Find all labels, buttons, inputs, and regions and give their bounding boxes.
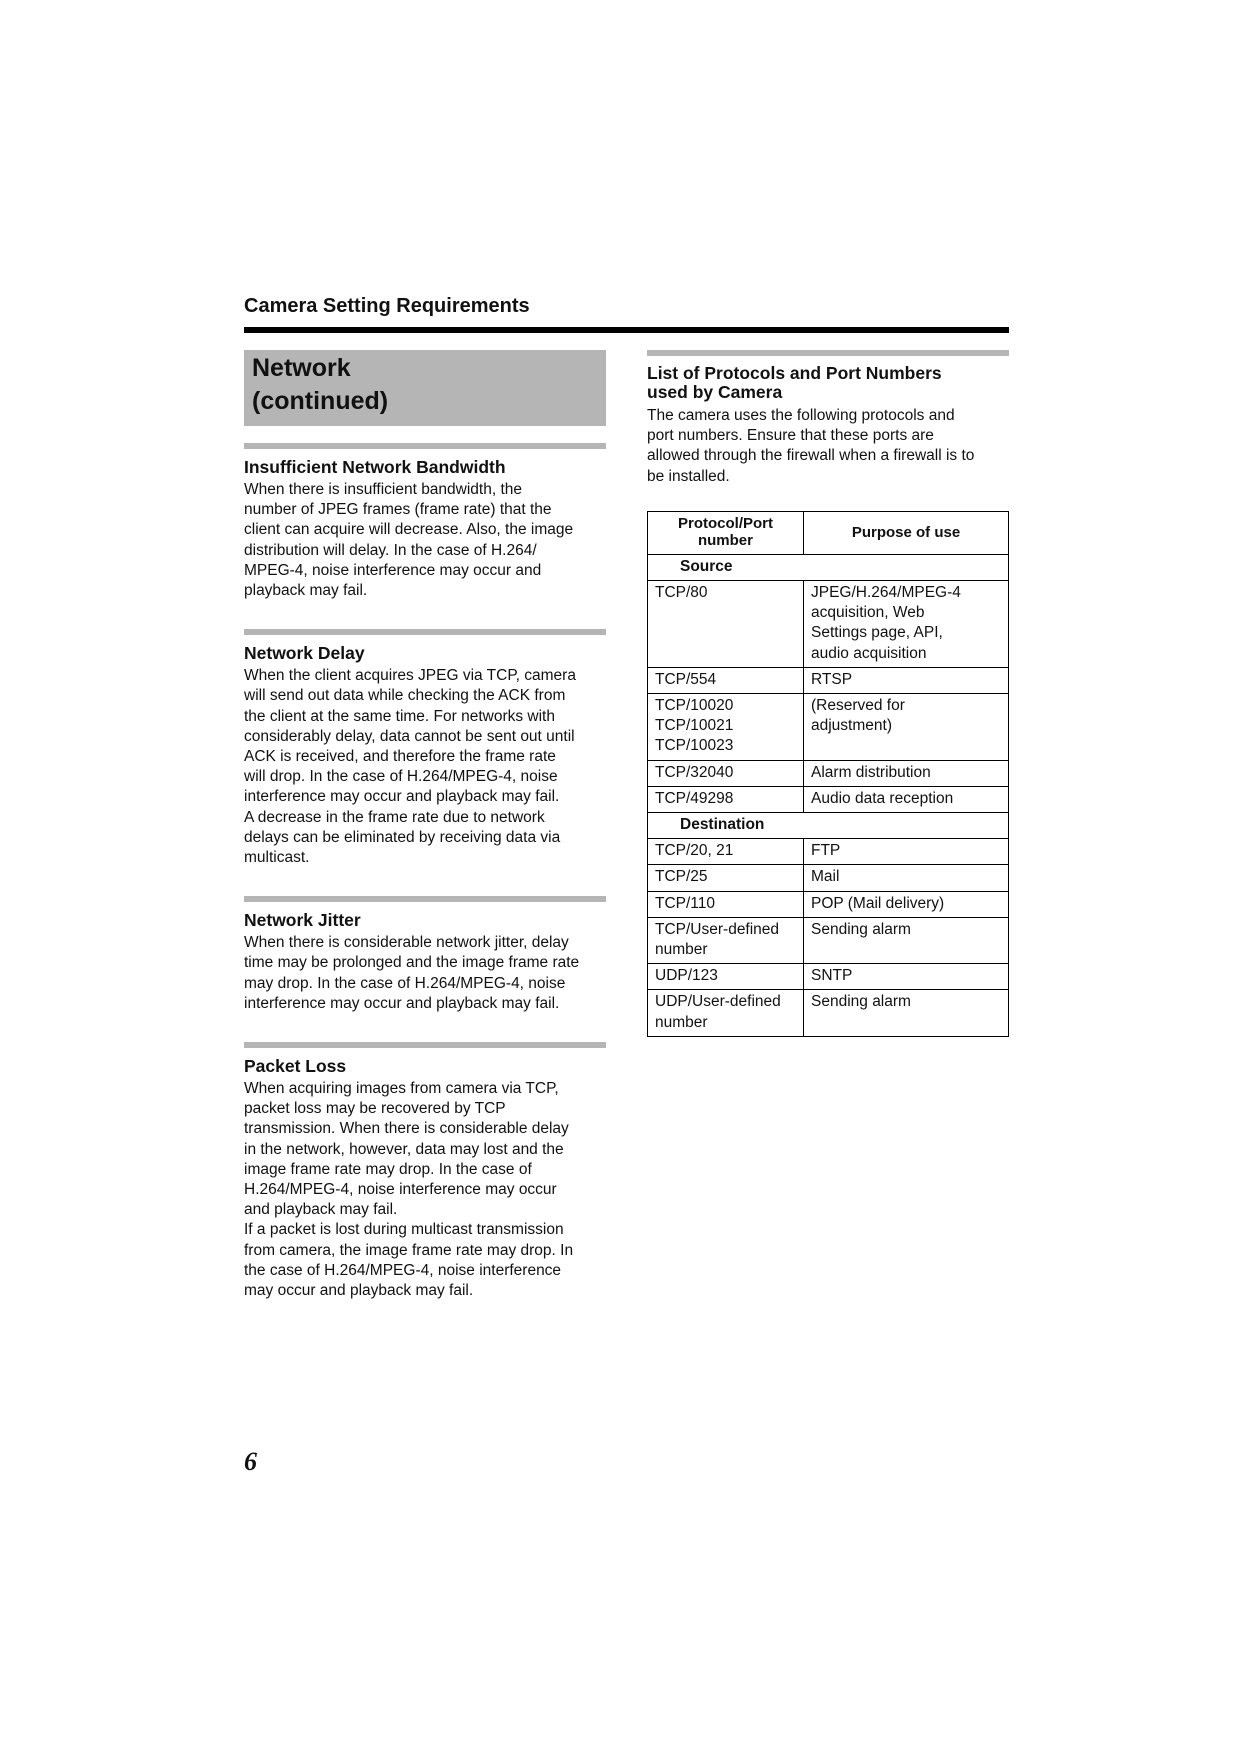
text-line: will send out data while checking the ACK from <box>244 687 566 705</box>
text-line: image frame rate may drop. In the case of <box>244 1160 532 1178</box>
table-row <box>648 760 1009 786</box>
cell-line: FTP <box>811 842 841 860</box>
protocols-heading <box>647 364 1009 402</box>
text-line: packet loss may be recovered by TCP <box>244 1100 506 1118</box>
cell-line: audio acquisition <box>811 644 927 662</box>
delay-section <box>244 629 606 868</box>
text-line: time may be prolonged and the image frame rate <box>244 954 580 972</box>
cell-line: TCP/20, 21 <box>655 842 734 860</box>
cell-line: TCP/49298 <box>655 789 734 807</box>
cell-line: JPEG/H.264/MPEG-4 <box>811 584 961 602</box>
heading-line: used by Camera <box>647 382 783 402</box>
port-cell <box>648 786 804 812</box>
cell-line: TCP/10020 <box>655 697 734 715</box>
purpose-cell <box>804 917 1009 963</box>
port-cell <box>648 839 804 865</box>
text-line: transmission. When there is considerable delay <box>244 1120 569 1138</box>
text-line: be installed. <box>647 467 730 485</box>
port-cell <box>648 917 804 963</box>
table-row <box>648 839 1009 865</box>
column-header-port <box>648 511 804 554</box>
text-line: the case of H.264/MPEG-4, noise interference <box>244 1261 562 1279</box>
table-row <box>648 694 1009 761</box>
table-row <box>648 990 1009 1036</box>
section-rule <box>244 1042 606 1048</box>
text-line: interference may occur and playback may fail. <box>244 994 560 1012</box>
cell-line: TCP/10023 <box>655 737 734 755</box>
text-line: MPEG-4, noise interference may occur and <box>244 561 542 579</box>
table-header-row <box>648 511 1009 554</box>
purpose-cell <box>804 865 1009 891</box>
protocols-intro <box>647 406 1009 487</box>
column-header-purpose: Purpose of use <box>804 511 1009 554</box>
cell-line: SNTP <box>811 967 853 985</box>
text-line: playback may fail. <box>244 582 368 600</box>
text-line: When there is considerable network jitter, delay <box>244 934 569 952</box>
jitter-text <box>244 933 606 1014</box>
text-line: will drop. In the case of H.264/MPEG-4, noise <box>244 768 558 786</box>
text-line: allowed through the firewall when a firewall is to <box>647 447 975 465</box>
port-cell <box>648 581 804 668</box>
table-row <box>648 667 1009 693</box>
purpose-cell <box>804 990 1009 1036</box>
cell-line: TCP/32040 <box>655 763 734 781</box>
port-cell <box>648 964 804 990</box>
text-line: and playback may fail. <box>244 1201 398 1219</box>
text-line: from camera, the image frame rate may drop. In <box>244 1241 574 1259</box>
packet-loss-section <box>244 1042 606 1301</box>
delay-heading: Network Delay <box>244 643 365 664</box>
bandwidth-section <box>244 443 606 601</box>
section-title-line1: Network <box>252 354 351 382</box>
bandwidth-heading: Insufficient Network Bandwidth <box>244 457 506 477</box>
cell-line: TCP/25 <box>655 868 708 886</box>
port-cell <box>648 760 804 786</box>
cell-line: TCP/110 <box>655 894 716 912</box>
cell-line: number <box>655 941 708 959</box>
table-group-row <box>648 554 1009 580</box>
text-line: The camera uses the following protocols and <box>647 407 955 424</box>
cell-line: TCP/User-defined <box>655 920 780 938</box>
header-line: Protocol/Port <box>677 515 773 533</box>
text-line: When the client acquires JPEG via TCP, camera <box>244 667 576 685</box>
table-row <box>648 917 1009 963</box>
cell-line: POP (Mail delivery) <box>811 894 945 912</box>
text-line: number of JPEG frames (frame rate) that the <box>244 501 552 519</box>
port-cell <box>648 990 804 1036</box>
port-cell <box>648 667 804 693</box>
protocol-port-table <box>647 511 1009 1037</box>
packet-loss-heading: Packet Loss <box>244 1056 347 1077</box>
cell-line: TCP/10021 <box>655 717 734 735</box>
purpose-cell <box>804 786 1009 812</box>
heading-line: List of Protocols and Port Numbers <box>647 363 942 383</box>
text-line: may drop. In the case of H.264/MPEG-4, noise <box>244 974 566 992</box>
text-line: A decrease in the frame rate due to network <box>244 808 545 826</box>
bandwidth-text <box>244 480 606 601</box>
cell-line: acquisition, Web <box>811 604 925 622</box>
purpose-cell <box>804 694 1009 761</box>
table-row <box>648 786 1009 812</box>
cell-line: Audio data reception <box>811 789 954 807</box>
table-row <box>648 865 1009 891</box>
section-rule <box>244 629 606 635</box>
cell-line: UDP/123 <box>655 967 718 985</box>
text-line: client can acquire will decrease. Also, the image <box>244 521 574 539</box>
cell-line: TCP/80 <box>655 584 708 602</box>
port-cell <box>648 891 804 917</box>
cell-line: number <box>655 1013 708 1031</box>
cell-line: Sending alarm <box>811 993 911 1011</box>
text-line: considerably delay, data cannot be sent out until <box>244 727 575 745</box>
text-line: port numbers. Ensure that these ports are <box>647 427 934 445</box>
delay-text <box>244 666 606 868</box>
text-line: H.264/MPEG-4, noise interference may occur <box>244 1181 557 1199</box>
group-label: Source <box>648 554 1009 580</box>
text-line: interference may occur and playback may fail. <box>244 788 560 806</box>
packet-loss-text <box>244 1079 606 1301</box>
text-line: distribution will delay. In the case of H.264/ <box>244 541 537 559</box>
cell-line: UDP/User-defined <box>655 993 781 1011</box>
cell-line: Settings page, API, <box>811 624 943 642</box>
section-rule <box>244 896 606 902</box>
text-line: in the network, however, data may lost and the <box>244 1140 564 1158</box>
table-row <box>648 581 1009 668</box>
cell-line: Alarm distribution <box>811 763 931 781</box>
purpose-cell <box>804 760 1009 786</box>
cell-line: (Reserved for <box>811 697 905 715</box>
section-rule <box>647 350 1009 356</box>
cell-line: Sending alarm <box>811 920 911 938</box>
left-column <box>244 350 606 1301</box>
jitter-heading: Network Jitter <box>244 910 361 931</box>
header-rule <box>244 327 1009 333</box>
section-title-box <box>244 350 606 426</box>
text-line: delays can be eliminated by receiving data via <box>244 828 561 846</box>
cell-line: TCP/554 <box>655 670 717 688</box>
page-header: Camera Setting Requirements <box>244 295 530 317</box>
cell-line: Mail <box>811 868 840 886</box>
table-row <box>648 891 1009 917</box>
table-group-row <box>648 813 1009 839</box>
purpose-cell <box>804 581 1009 668</box>
text-line: multicast. <box>244 849 310 867</box>
port-cell <box>648 865 804 891</box>
header-line: number <box>697 532 753 550</box>
text-line: the client at the same time. For networks with <box>244 707 555 725</box>
text-line: When acquiring images from camera via TCP, <box>244 1080 559 1098</box>
page-number: 6 <box>244 1447 257 1476</box>
section-rule <box>244 443 606 449</box>
cell-line: adjustment) <box>811 717 892 735</box>
purpose-cell <box>804 891 1009 917</box>
purpose-cell <box>804 839 1009 865</box>
table-body <box>648 554 1009 1036</box>
text-line: ACK is received, and therefore the frame rate <box>244 748 556 766</box>
section-title-line2: (continued) <box>252 387 389 415</box>
purpose-cell <box>804 667 1009 693</box>
jitter-section <box>244 896 606 1014</box>
table-row <box>648 964 1009 990</box>
purpose-cell <box>804 964 1009 990</box>
right-column <box>647 350 1009 1037</box>
group-label: Destination <box>648 813 1009 839</box>
port-cell <box>648 694 804 761</box>
text-line: may occur and playback may fail. <box>244 1282 474 1300</box>
text-line: When there is insufficient bandwidth, the <box>244 481 523 498</box>
cell-line: RTSP <box>811 670 853 688</box>
text-line: If a packet is lost during multicast transmission <box>244 1221 564 1239</box>
